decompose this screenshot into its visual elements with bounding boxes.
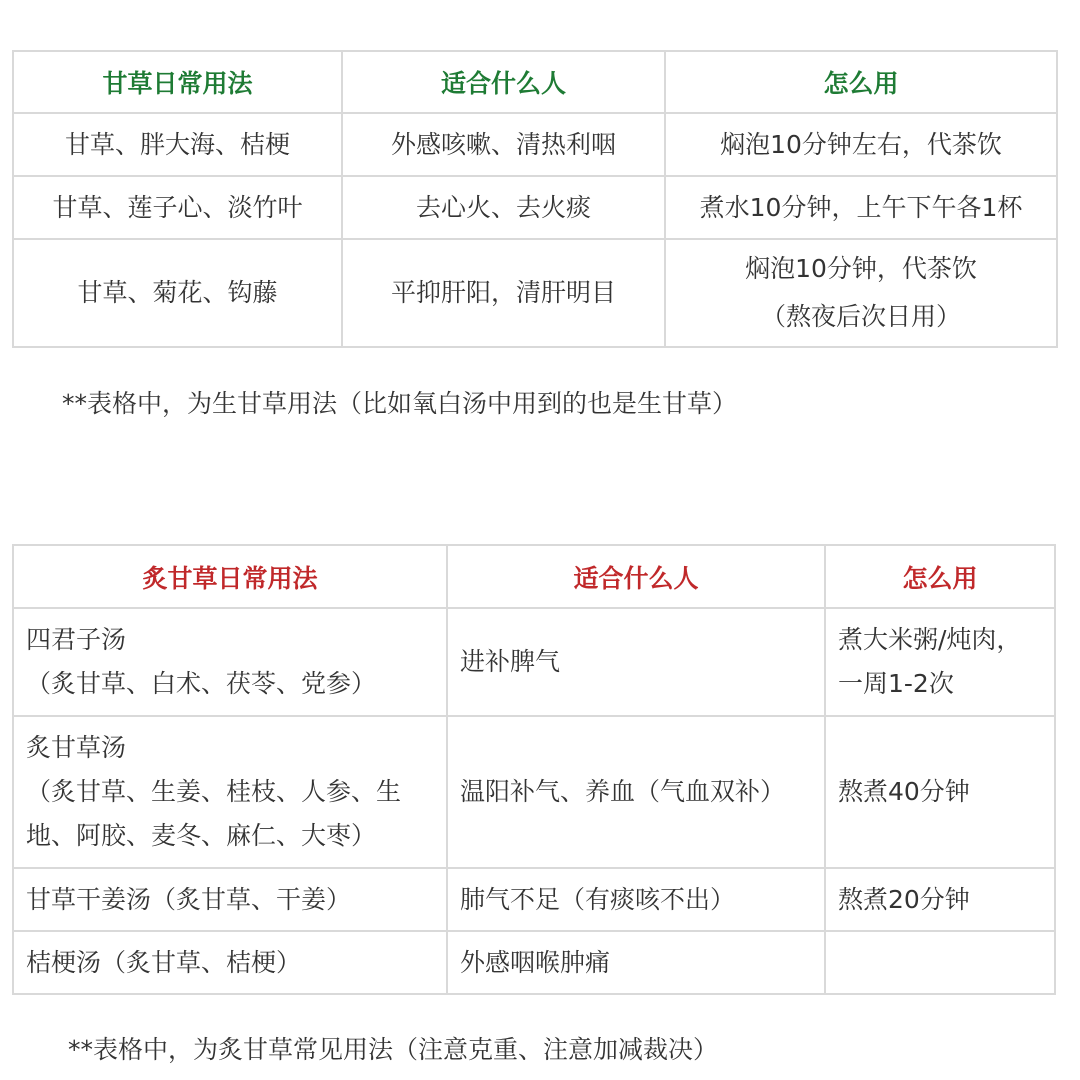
table-cell bbox=[665, 239, 1057, 347]
table-cell bbox=[13, 716, 447, 868]
table-cell: 温阳补气、养血（气血双补） bbox=[447, 716, 825, 868]
table-row bbox=[13, 608, 1055, 716]
table-row bbox=[13, 868, 1055, 931]
table-row bbox=[13, 931, 1055, 994]
table-cell: 焖泡10分钟左右，代茶饮 bbox=[665, 113, 1057, 176]
cell-line: 煮大米粥/炖肉， bbox=[838, 625, 1022, 654]
cell-line: （炙甘草、生姜、桂枝、人参、生 bbox=[26, 777, 402, 806]
column-header-usage: 炙甘草日常用法 bbox=[13, 545, 447, 608]
table-cell: 平抑肝阳，清肝明目 bbox=[342, 239, 665, 347]
table-header-row bbox=[13, 545, 1055, 608]
table-cell: 外感咳嗽、清热利咽 bbox=[342, 113, 665, 176]
raw-licorice-usage-table bbox=[12, 50, 1058, 348]
table-cell: 甘草、胖大海、桔梗 bbox=[13, 113, 342, 176]
table-header-row bbox=[13, 51, 1057, 113]
cell-line: 四君子汤 bbox=[26, 625, 127, 654]
table-row bbox=[13, 239, 1057, 347]
column-header-how: 怎么用 bbox=[665, 51, 1057, 113]
table-cell bbox=[13, 608, 447, 716]
table1-footnote: **表格中，为生甘草用法（比如氧白汤中用到的也是生甘草） bbox=[62, 389, 738, 418]
column-header-who: 适合什么人 bbox=[447, 545, 825, 608]
table-cell: 甘草、莲子心、淡竹叶 bbox=[13, 176, 342, 239]
table-cell: 去心火、去火痰 bbox=[342, 176, 665, 239]
column-header-usage: 甘草日常用法 bbox=[13, 51, 342, 113]
table-cell bbox=[825, 608, 1055, 716]
cell-line: （熬夜后次日用） bbox=[760, 302, 961, 331]
table-row bbox=[13, 176, 1057, 239]
cell-line: 地、阿胶、麦冬、麻仁、大枣） bbox=[26, 821, 377, 850]
table-cell: 进补脾气 bbox=[447, 608, 825, 716]
table-row bbox=[13, 113, 1057, 176]
cell-line: 一周1-2次 bbox=[838, 669, 954, 698]
column-header-how: 怎么用 bbox=[825, 545, 1055, 608]
table-cell: 甘草、菊花、钩藤 bbox=[13, 239, 342, 347]
cell-line: 焖泡10分钟，代茶饮 bbox=[745, 254, 977, 283]
column-header-who: 适合什么人 bbox=[342, 51, 665, 113]
honey-licorice-usage-table bbox=[12, 544, 1056, 995]
cell-line: 炙甘草汤 bbox=[26, 733, 127, 762]
table-cell: 肺气不足（有痰咳不出） bbox=[447, 868, 825, 931]
table-cell: 煮水10分钟，上午下午各1杯 bbox=[665, 176, 1057, 239]
table2-footnote: **表格中，为炙甘草常见用法（注意克重、注意加减裁决） bbox=[68, 1035, 719, 1064]
table-cell bbox=[825, 931, 1055, 994]
table-row bbox=[13, 716, 1055, 868]
table-cell: 桔梗汤（炙甘草、桔梗） bbox=[13, 931, 447, 994]
table-cell: 熬煮20分钟 bbox=[825, 868, 1055, 931]
table-cell: 外感咽喉肿痛 bbox=[447, 931, 825, 994]
table-cell: 甘草干姜汤（炙甘草、干姜） bbox=[13, 868, 447, 931]
table-cell: 熬煮40分钟 bbox=[825, 716, 1055, 868]
cell-line: （炙甘草、白术、茯苓、党参） bbox=[26, 669, 377, 698]
